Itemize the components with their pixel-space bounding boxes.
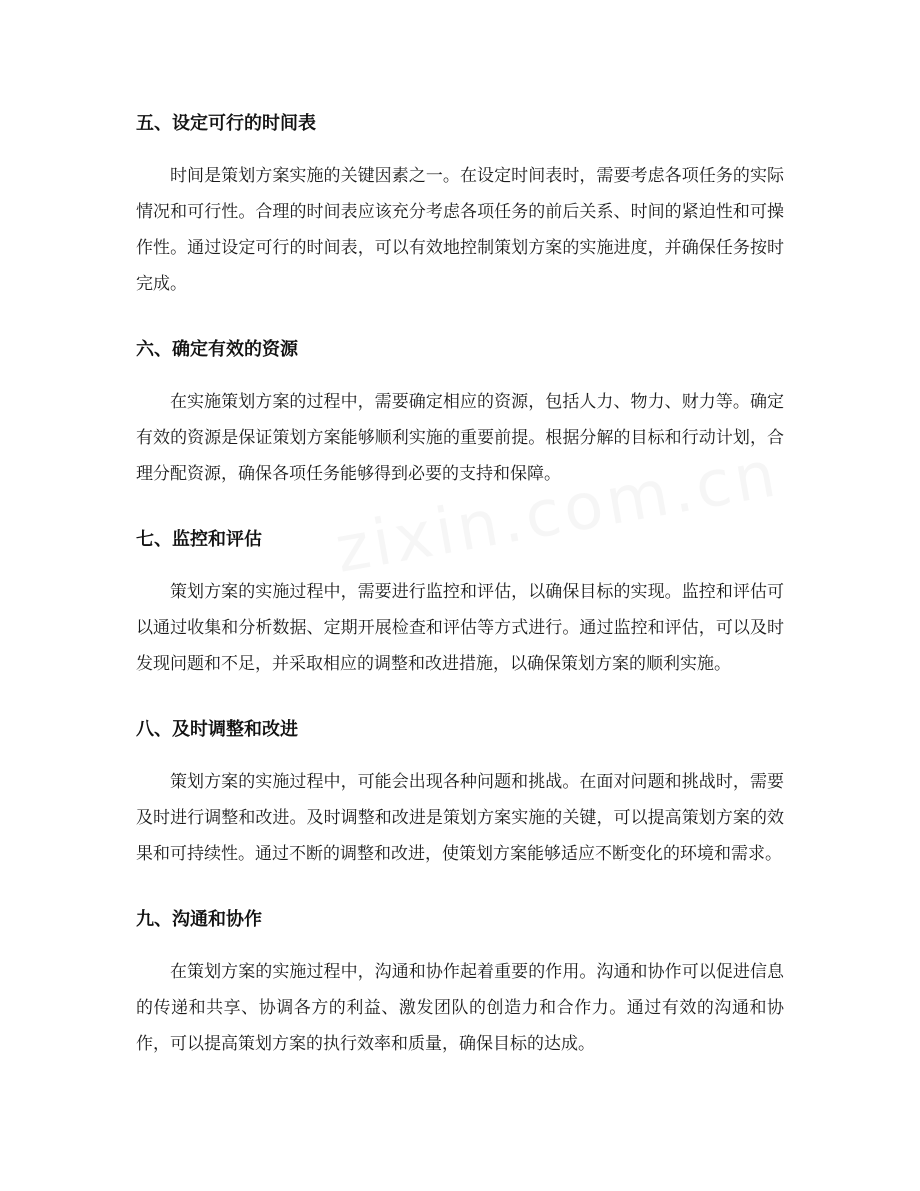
section-8 — [136, 706, 784, 872]
section-5 — [136, 100, 784, 302]
section-heading: 六、确定有效的资源 — [136, 339, 298, 360]
section-6 — [136, 326, 784, 492]
section-heading: 八、及时调整和改进 — [136, 719, 298, 740]
section-paragraph: 在策划方案的实施过程中，沟通和协作起着重要的作用。沟通和协作可以促进信息的传递和共享、协调各方的利益、激发团队的创造力和合作力。通过有效的沟通和协作，可以提高策划方案的执行效率和质量，确保目标的达成。 — [136, 962, 784, 1054]
section-heading: 七、监控和评估 — [136, 529, 262, 550]
section-heading: 五、设定可行的时间表 — [136, 113, 316, 134]
section-paragraph: 策划方案的实施过程中，需要进行监控和评估，以确保目标的实现。监控和评估可以通过收集和分析数据、定期开展检查和评估等方式进行。通过监控和评估，可以及时发现问题和不足，并采取相应的调整和改进措施，以确保策划方案的顺利实施。 — [136, 582, 784, 674]
section-9 — [136, 896, 784, 1062]
section-7 — [136, 516, 784, 682]
section-paragraph: 时间是策划方案实施的关键因素之一。在设定时间表时，需要考虑各项任务的实际情况和可行性。合理的时间表应该充分考虑各项任务的前后关系、时间的紧迫性和可操作性。通过设定可行的时间表，可以有效地控制策划方案的实施进度，并确保任务按时完成。 — [136, 166, 784, 294]
document-body — [136, 100, 784, 1062]
section-paragraph: 策划方案的实施过程中，可能会出现各种问题和挑战。在面对问题和挑战时，需要及时进行调整和改进。及时调整和改进是策划方案实施的关键，可以提高策划方案的效果和可持续性。通过不断的调整和改进，使策划方案能够适应不断变化的环境和需求。 — [136, 772, 784, 864]
section-paragraph: 在实施策划方案的过程中，需要确定相应的资源，包括人力、物力、财力等。确定有效的资源是保证策划方案能够顺利实施的重要前提。根据分解的目标和行动计划，合理分配资源，确保各项任务能够得到必要的支持和保障。 — [136, 392, 784, 484]
section-heading: 九、沟通和协作 — [136, 909, 262, 930]
